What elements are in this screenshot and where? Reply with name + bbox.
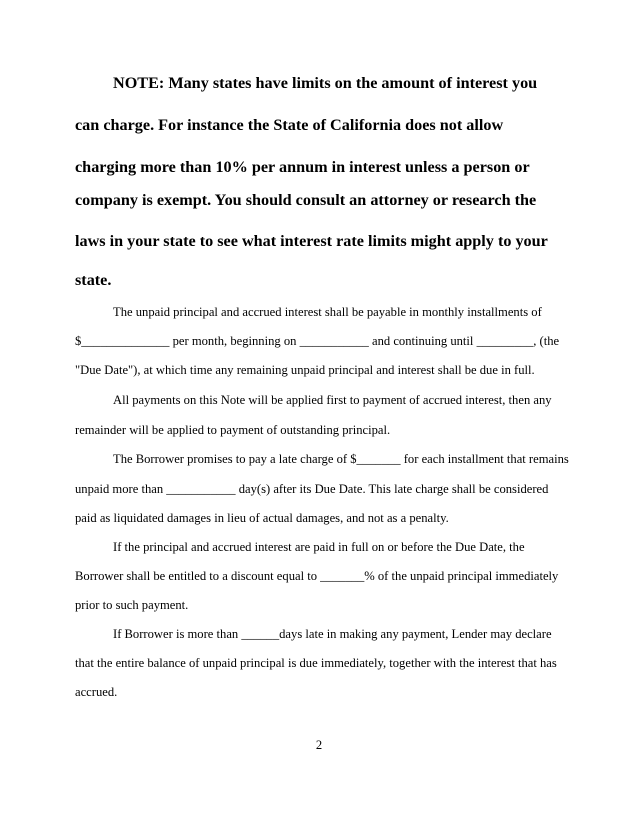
body-line: "Due Date"), at which time any remaining unpaid principal and interest shall be due in full.: [75, 363, 535, 377]
body-line: that the entire balance of unpaid principal is due immediately, together with the interest that has: [75, 656, 557, 670]
body-line: accrued.: [75, 685, 118, 699]
body-line: If Borrower is more than ______days late in making any payment, Lender may declare: [113, 627, 552, 641]
body-line: unpaid more than ___________ day(s) after its Due Date. This late charge shall be considered: [75, 482, 549, 496]
body-line: $______________ per month, beginning on ___________ and continuing until _________, (the: [75, 334, 560, 348]
body-line: If the principal and accrued interest are paid in full on or before the Due Date, the: [113, 540, 525, 554]
body-line: prior to such payment.: [75, 598, 189, 612]
note-line: laws in your state to see what interest rate limits might apply to your: [75, 232, 548, 250]
page-number: 2: [315, 738, 323, 752]
body-line: paid as liquidated damages in lieu of actual damages, and not as a penalty.: [75, 511, 449, 525]
body-line: The Borrower promises to pay a late charge of $_______ for each installment that remains: [113, 452, 569, 466]
body-line: All payments on this Note will be applied first to payment of accrued interest, then any: [113, 393, 552, 407]
note-line: company is exempt. You should consult an attorney or research the: [75, 191, 537, 209]
body-line: remainder will be applied to payment of outstanding principal.: [75, 423, 391, 437]
note-line: state.: [75, 271, 112, 289]
note-line: can charge. For instance the State of California does not allow: [75, 116, 504, 134]
note-line: charging more than 10% per annum in interest unless a person or: [75, 158, 530, 176]
body-line: Borrower shall be entitled to a discount equal to _______% of the unpaid principal immediately: [75, 569, 559, 583]
note-line: NOTE: Many states have limits on the amount of interest you: [113, 74, 538, 92]
body-line: The unpaid principal and accrued interest shall be payable in monthly installments of: [113, 305, 542, 319]
